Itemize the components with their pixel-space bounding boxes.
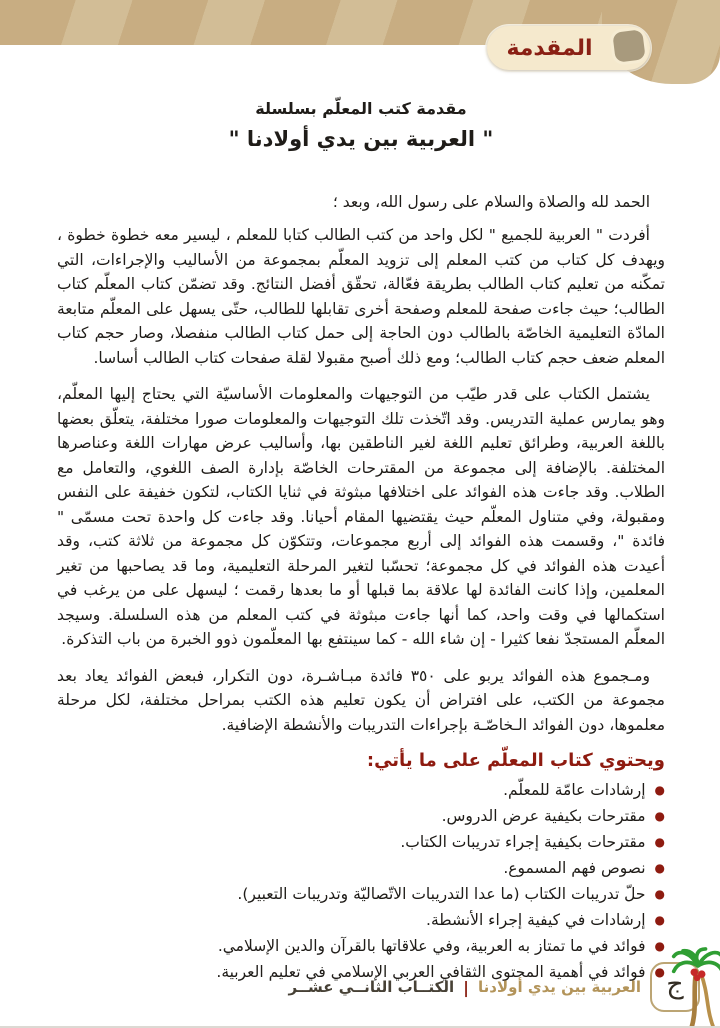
list-item	[57, 856, 665, 882]
paragraph-2: يشتمل الكتاب على قدر طيّب من التوجيهات والمعلومات الأساسيّة التي يحتاج إليها المعلّم، وهو يمارس عملية التدريس. وقد اتّخذت تلك التوجيهات والمعلومات صورا مختلفة، يتعلّق بعضها باللغة العربية، وطرائق تعليم اللغة لغير الناطقين بها، وأساليب عرض مهارات اللغة وعناصرها المختلفة. بالإضافة إلى مجموعة من المقترحات الخاصّة بإدارة الصف اللغوي، والتعامل مع الطلاب. وقد جاءت هذه الفوائد على اختلافها مبثوثة في ثنايا الكتاب، لتكون خفيفة على النفس ومقبولة، وفي متناول المعلّم حيث يقتضيها المقام أحيانا. وقد جاءت كل واحدة تحت مسمّى " فائدة "، وقسمت هذه الفوائد إلى أربع مجموعات، وتتكوّن كل مجموعة من ثلاثة كتب، وقد أعيدت هذه الفوائد في كل مجموعة؛ تحسّبا لتغير المرحلة التعليمية، وما قد يصاحبها من تغير المعلمين، وإذا كانت الفائدة لها علاقة بما قبلها أو ما بعدها رقمت ؛ ليسهل على من يرغب في استكمالها في وقت واحد، كما أنها جاءت مبثوثة في كتب المعلم من هذه السلسلة. وسيجد المعلّم المستجدّ نفعا كثيرا - إن شاء الله - كما سينتفع بها المعلّمون ذوو الخبرة من باب التذكرة.	[57, 385, 665, 648]
bullet-icon: ●	[654, 887, 665, 901]
opening-line: الحمد لله والصلاة والسلام على رسول الله، وبعد ؛	[332, 193, 650, 211]
bullet-icon: ●	[654, 783, 665, 797]
list-item-label: مقترحات بكيفية إجراء تدريبات الكتاب.	[400, 833, 646, 851]
footer-series-title: العربية بين يدي أولادنا	[478, 978, 641, 996]
palm-tree-icon	[670, 947, 720, 1028]
chapter-badge-label: المقدمة	[506, 35, 593, 61]
paragraph-1: أفردت " العربية للجميع " لكل واحد من كتب الطالب كتابا للمعلم ، ليسير معه خطوة خطوة ، ويهدف كل كتاب من كتب المعلم إلى تزويد المعلّم بمجموعة من الأساليب والإجراءات، التي تمكّنه من تعليم كتاب الطالب بطريقة فعّالة، تحقّق أفضل النتائج. وقد تضمّن كتاب المعلّم كتاب الطالب؛ حيث جاءت صفحة للمعلم وصفحة أخرى تقابلها للطالب، حتّى يسهل على المعلّم متابعة المادّة التعليمية الخاصّة بالطالب دون الحاجة إلى حمل كتاب الطالب منفصلا، وصار حجم كتاب المعلم ضعف حجم كتاب الطالب؛ ومع ذلك أصبح مقبولا لقلة صفحات كتاب الطالب أساسا.	[57, 226, 665, 367]
bullet-icon: ●	[654, 939, 665, 953]
list-item-label: فوائد في أهمية المحتوى الثقافي العربي الإسلامي في تعليم العربية.	[216, 963, 646, 981]
bullet-icon: ●	[654, 913, 665, 927]
list-item	[57, 778, 665, 804]
page-footer	[288, 962, 700, 1012]
bullet-icon: ●	[654, 861, 665, 875]
list-item-label: إرشادات في كيفية إجراء الأنشطة.	[426, 911, 646, 929]
list-item-label: فوائد في ما تمتاز به العربية، وفي علاقاتها بالقرآن والدين الإسلامي.	[217, 937, 646, 955]
list-item-label: إرشادات عامّة للمعلّم.	[503, 781, 646, 799]
list-item	[57, 908, 665, 934]
footer-book-label: الكتــاب الثانــي عشــر	[288, 978, 455, 996]
list-item	[57, 934, 665, 960]
paragraph-3: ومـجموع هذه الفوائد يربو على ٣٥٠ فائدة مبـاشـرة، دون التكرار، فبعض الفوائد يعاد بعد مجموعة من الكتب، على افتراض أن يكون تعليم هذه الكتب بمراحل مختلفة، لكل مرحلة معلموها، دون الفوائد الـخاصّـة بإجراءات التدريبات والأنشطة الإضافية.	[57, 666, 665, 734]
page-title-line1: مقدمة كتب المعلّم بسلسلة	[255, 99, 467, 118]
bullet-icon: ●	[654, 835, 665, 849]
list-item	[57, 804, 665, 830]
list-item	[57, 830, 665, 856]
list-item-label: مقترحات بكيفية عرض الدروس.	[441, 807, 646, 825]
series-logo	[650, 962, 700, 1012]
footer-separator: |	[463, 977, 469, 997]
logo-letter: ج	[666, 968, 684, 1000]
bullet-icon: ●	[654, 965, 665, 979]
list-item	[57, 882, 665, 908]
page-title-line2: " العربية بين يدي أولادنا "	[228, 127, 494, 151]
list-item-label: حلّ تدريبات الكتاب (ما عدا التدريبات الاتّصاليّة وتدريبات التعبير).	[237, 885, 646, 903]
page-content	[57, 45, 665, 986]
contents-list	[57, 778, 665, 986]
list-item-label: نصوص فهم المسموع.	[503, 859, 646, 877]
section-heading: ويحتوي كتاب المعلّم على ما يأتي:	[366, 750, 665, 771]
bullet-icon: ●	[654, 809, 665, 823]
page-title	[57, 99, 665, 151]
